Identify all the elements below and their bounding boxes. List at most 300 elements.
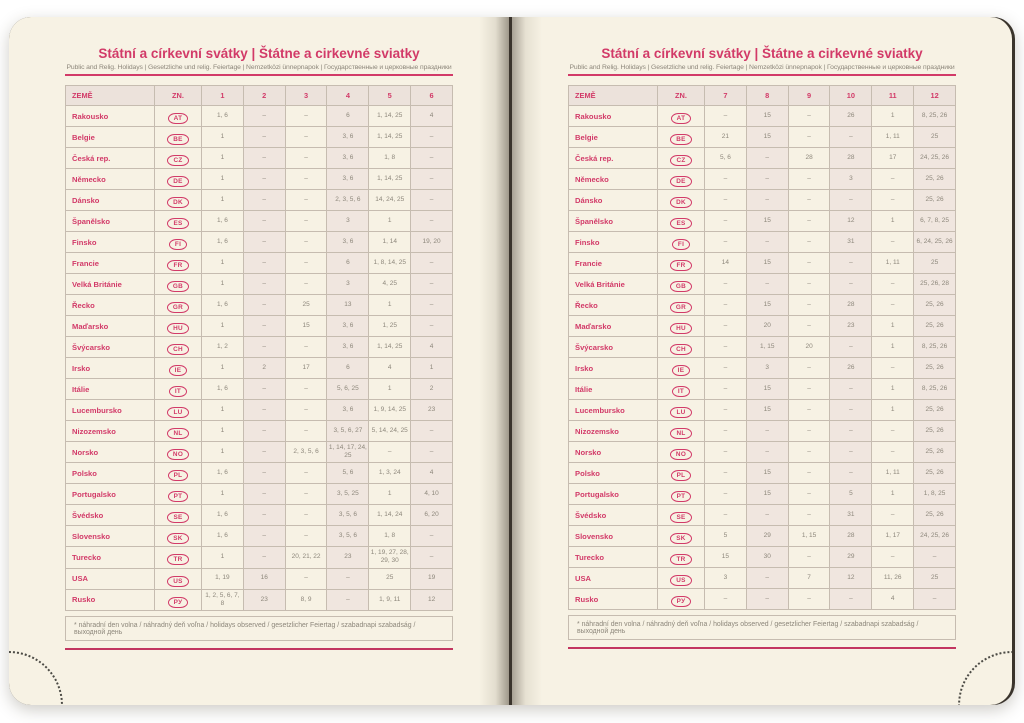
country-code-badge: DE (670, 176, 691, 187)
holiday-days-cell: – (746, 232, 788, 253)
holiday-days-cell: 1 (872, 337, 914, 358)
holiday-days-cell: 1, 14, 25 (369, 169, 411, 190)
holiday-days-cell: 3 (830, 169, 872, 190)
country-name: Švýcarsko (569, 337, 658, 358)
holiday-days-cell: 3, 5, 6 (327, 526, 369, 547)
holiday-days-cell: 4 (411, 463, 453, 484)
holiday-days-cell: 2, 3, 5, 6 (327, 190, 369, 211)
table-row (66, 106, 453, 127)
holiday-days-cell: 25, 26 (914, 295, 956, 316)
table-row (66, 295, 453, 316)
holiday-days-cell: 30 (746, 547, 788, 568)
holiday-days-cell: 1 (872, 484, 914, 505)
holiday-days-cell: – (285, 568, 327, 589)
country-code-cell (658, 505, 705, 526)
holiday-days-cell: – (243, 316, 285, 337)
holiday-days-cell: 15 (746, 127, 788, 148)
country-code-badge: BE (167, 134, 188, 145)
holiday-days-cell: 1 (411, 358, 453, 379)
country-code-cell (155, 442, 202, 463)
country-name: Belgie (569, 127, 658, 148)
holiday-days-cell: 25, 26 (914, 400, 956, 421)
bottom-rule (65, 648, 453, 650)
holiday-days-cell: 3, 5, 6, 27 (327, 421, 369, 442)
holiday-days-cell: 1, 14 (369, 232, 411, 253)
holiday-days-cell: – (788, 316, 830, 337)
country-code-badge: NL (167, 428, 188, 439)
holiday-days-cell: 25, 26 (914, 190, 956, 211)
holiday-days-cell: 1, 2, 5, 6, 7, 8 (202, 589, 244, 610)
holiday-days-cell: 15 (746, 106, 788, 127)
table-row (569, 211, 956, 232)
holiday-days-cell: 1, 9, 11 (369, 589, 411, 610)
footnote-text: * náhradní den volna / náhradný deň voľna / holidays observed / gesetzlicher Feiertag / szabadnapi szabadság / выходной день (577, 621, 919, 635)
holiday-days-cell: – (285, 379, 327, 400)
country-code-badge: LU (167, 407, 188, 418)
holiday-days-cell: – (285, 505, 327, 526)
holiday-days-cell: 28 (830, 526, 872, 547)
table-row (66, 463, 453, 484)
holiday-days-cell: – (872, 295, 914, 316)
holiday-days-cell: 3, 6 (327, 400, 369, 421)
country-code-badge: IT (169, 386, 187, 397)
holiday-days-cell: – (788, 358, 830, 379)
col-header-country: ZEMĚ (569, 86, 658, 106)
holiday-days-cell: – (243, 274, 285, 295)
holiday-days-cell: 3 (327, 274, 369, 295)
table-row (66, 484, 453, 505)
holiday-days-cell: – (872, 232, 914, 253)
holiday-days-cell: – (243, 547, 285, 568)
country-code-badge: GB (167, 281, 189, 292)
holiday-days-cell: – (411, 148, 453, 169)
holiday-days-cell: 1, 25 (369, 316, 411, 337)
holiday-days-cell: – (705, 211, 747, 232)
holiday-days-cell: – (788, 232, 830, 253)
holiday-days-cell: 1 (872, 316, 914, 337)
holiday-days-cell: 1, 8, 25 (914, 484, 956, 505)
country-name: Rusko (66, 589, 155, 610)
holiday-days-cell: – (705, 295, 747, 316)
holiday-days-cell: 1, 6 (202, 526, 244, 547)
holiday-days-cell: 1, 6 (202, 505, 244, 526)
country-name: USA (569, 568, 658, 589)
holiday-days-cell: 23 (411, 400, 453, 421)
holiday-days-cell: – (285, 232, 327, 253)
holiday-days-cell: 3, 5, 25 (327, 484, 369, 505)
table-row (569, 232, 956, 253)
country-code-badge: CZ (670, 155, 691, 166)
holiday-days-cell: – (411, 421, 453, 442)
country-code-cell (658, 106, 705, 127)
holiday-days-cell: – (746, 505, 788, 526)
page-subtitle: Public and Relig. Holidays | Gesetzliche und relig. Feiertage | Nemzetközi ünnepnapok | Государственные и церковные праздники (66, 64, 452, 71)
table-row (66, 400, 453, 421)
country-code-cell (658, 526, 705, 547)
holiday-days-cell: – (746, 190, 788, 211)
holiday-days-cell: 15 (746, 295, 788, 316)
holiday-days-cell: – (243, 421, 285, 442)
holiday-days-cell: 4 (411, 106, 453, 127)
holiday-days-cell: 1, 19 (202, 568, 244, 589)
holiday-days-cell: 25, 26 (914, 169, 956, 190)
holiday-days-cell: 6 (327, 253, 369, 274)
holiday-days-cell: 6, 7, 8, 25 (914, 211, 956, 232)
col-header-month: 6 (411, 86, 453, 106)
country-code-badge: SE (167, 512, 188, 523)
holiday-days-cell: 15 (746, 484, 788, 505)
country-code-cell (155, 295, 202, 316)
holiday-days-cell: 1 (202, 169, 244, 190)
corner-perforation-right (958, 651, 1012, 705)
country-code-badge: GR (167, 302, 189, 313)
right-page (512, 17, 1012, 705)
country-code-cell (658, 589, 705, 610)
holiday-table-months-7-12 (568, 85, 956, 610)
country-code-cell (658, 148, 705, 169)
table-row (66, 148, 453, 169)
holiday-days-cell: 20, 21, 22 (285, 547, 327, 568)
holiday-days-cell: 31 (830, 505, 872, 526)
country-code-cell (658, 253, 705, 274)
holiday-days-cell: 1 (202, 400, 244, 421)
country-code-badge: NO (670, 449, 692, 460)
holiday-days-cell: 20 (746, 316, 788, 337)
holiday-days-cell: – (705, 337, 747, 358)
country-code-badge: AT (168, 113, 189, 124)
holiday-days-cell: – (243, 106, 285, 127)
holiday-days-cell: – (285, 148, 327, 169)
country-code-cell (658, 421, 705, 442)
holiday-days-cell: – (914, 547, 956, 568)
holiday-days-cell: 28 (788, 148, 830, 169)
country-name: Polsko (569, 463, 658, 484)
holiday-days-cell: 3 (327, 211, 369, 232)
table-row (569, 421, 956, 442)
table-row (66, 274, 453, 295)
holiday-days-cell: 14, 24, 25 (369, 190, 411, 211)
holiday-days-cell: 3 (705, 568, 747, 589)
table-row (569, 547, 956, 568)
country-code-cell (155, 106, 202, 127)
table-row (66, 421, 453, 442)
country-name: Irsko (569, 358, 658, 379)
country-name: Španělsko (569, 211, 658, 232)
holiday-days-cell: 25, 26, 28 (914, 274, 956, 295)
country-name: Rusko (569, 589, 658, 610)
holiday-days-cell: 11, 26 (872, 568, 914, 589)
country-code-cell (155, 463, 202, 484)
holiday-days-cell: 1 (202, 274, 244, 295)
country-code-cell (658, 463, 705, 484)
country-code-badge: FR (167, 260, 188, 271)
holiday-days-cell: 1, 15 (788, 526, 830, 547)
holiday-days-cell: – (788, 484, 830, 505)
holiday-days-cell: 3, 6 (327, 169, 369, 190)
holiday-days-cell: 4 (411, 337, 453, 358)
holiday-days-cell: – (872, 547, 914, 568)
country-code-badge: IT (672, 386, 690, 397)
holiday-days-cell: – (243, 190, 285, 211)
country-code-cell (155, 232, 202, 253)
country-code-cell (155, 274, 202, 295)
country-code-cell (155, 484, 202, 505)
country-name: Dánsko (569, 190, 658, 211)
holiday-days-cell: – (243, 442, 285, 463)
holiday-days-cell: 1, 8, 14, 25 (369, 253, 411, 274)
holiday-days-cell: 15 (746, 463, 788, 484)
holiday-days-cell: – (327, 568, 369, 589)
holiday-days-cell: 1, 11 (872, 463, 914, 484)
country-name: Slovensko (66, 526, 155, 547)
country-name: Itálie (66, 379, 155, 400)
holiday-days-cell: 1, 11 (872, 127, 914, 148)
holiday-days-cell: – (746, 568, 788, 589)
country-name: Rakousko (66, 106, 155, 127)
country-code-cell (155, 505, 202, 526)
table-row (66, 568, 453, 589)
holiday-days-cell: – (788, 421, 830, 442)
holiday-days-cell: 1 (202, 148, 244, 169)
country-code-cell (658, 127, 705, 148)
holiday-days-cell: – (705, 316, 747, 337)
holiday-days-cell: 2, 3, 5, 6 (285, 442, 327, 463)
holiday-days-cell: – (830, 274, 872, 295)
holiday-days-cell: 7 (788, 568, 830, 589)
holiday-days-cell: – (411, 274, 453, 295)
country-code-badge: CH (167, 344, 189, 355)
holiday-days-cell: – (788, 295, 830, 316)
holiday-days-cell: 1, 8 (369, 526, 411, 547)
country-code-cell (658, 568, 705, 589)
holiday-days-cell: – (705, 442, 747, 463)
holiday-days-cell: – (243, 484, 285, 505)
table-row (569, 295, 956, 316)
country-name: Švédsko (569, 505, 658, 526)
country-code-badge: TR (670, 554, 691, 565)
country-name: Dánsko (66, 190, 155, 211)
holiday-days-cell: – (788, 169, 830, 190)
holiday-days-cell: 19, 20 (411, 232, 453, 253)
holiday-days-cell: – (872, 421, 914, 442)
country-name: Polsko (66, 463, 155, 484)
holiday-days-cell: – (788, 274, 830, 295)
country-name: Turecko (569, 547, 658, 568)
holiday-days-cell: 25, 26 (914, 505, 956, 526)
country-code-cell (658, 295, 705, 316)
holiday-days-cell: – (705, 484, 747, 505)
country-code-cell (658, 484, 705, 505)
table-row (66, 316, 453, 337)
country-name: Belgie (66, 127, 155, 148)
holiday-days-cell: – (285, 400, 327, 421)
holiday-days-cell: – (243, 211, 285, 232)
holiday-days-cell: 1, 19, 27, 28, 29, 30 (369, 547, 411, 568)
holiday-days-cell: 1 (202, 484, 244, 505)
holiday-days-cell: 23 (830, 316, 872, 337)
col-header-month: 2 (243, 86, 285, 106)
holiday-days-cell: 1 (202, 547, 244, 568)
holiday-days-cell: – (705, 379, 747, 400)
col-header-month: 5 (369, 86, 411, 106)
holiday-days-cell: 1 (369, 295, 411, 316)
holiday-days-cell: 25 (914, 127, 956, 148)
holiday-days-cell: 1, 14, 25 (369, 106, 411, 127)
table-row (66, 442, 453, 463)
holiday-days-cell: 25, 26 (914, 442, 956, 463)
holiday-days-cell: – (830, 463, 872, 484)
country-code-badge: PL (168, 470, 189, 481)
holiday-days-cell: 31 (830, 232, 872, 253)
country-name: Irsko (66, 358, 155, 379)
holiday-days-cell: 1 (202, 358, 244, 379)
holiday-days-cell: – (830, 379, 872, 400)
holiday-days-cell: 3, 6 (327, 148, 369, 169)
col-header-code: ZN. (155, 86, 202, 106)
country-name: Španělsko (66, 211, 155, 232)
country-code-badge: HU (167, 323, 189, 334)
holiday-days-cell: – (830, 190, 872, 211)
holiday-days-cell: – (914, 589, 956, 610)
country-name: Finsko (569, 232, 658, 253)
table-row (569, 589, 956, 610)
holiday-days-cell: – (705, 463, 747, 484)
table-row (569, 505, 956, 526)
country-code-badge: HU (670, 323, 692, 334)
holiday-days-cell: – (872, 190, 914, 211)
page-subtitle: Public and Relig. Holidays | Gesetzliche und relig. Feiertage | Nemzetközi ünnepnapok | Государственные и церковные праздники (569, 64, 955, 71)
page-title: Státní a církevní svátky | Štátne a cirkevné sviatky (98, 46, 420, 61)
country-code-badge: SE (670, 512, 691, 523)
country-code-cell (155, 169, 202, 190)
holiday-days-cell: – (285, 484, 327, 505)
holiday-days-cell: 25 (914, 253, 956, 274)
country-code-cell (155, 358, 202, 379)
holiday-days-cell: 1 (202, 253, 244, 274)
table-row (569, 169, 956, 190)
table-row (66, 547, 453, 568)
left-page (9, 17, 509, 705)
country-code-cell (155, 568, 202, 589)
holiday-days-cell: – (705, 505, 747, 526)
country-name: Slovensko (569, 526, 658, 547)
table-row (66, 379, 453, 400)
country-code-cell (155, 589, 202, 610)
country-code-badge: IE (672, 365, 691, 376)
country-name: Lucembursko (66, 400, 155, 421)
holiday-days-cell: 25, 26 (914, 358, 956, 379)
holiday-days-cell: – (243, 169, 285, 190)
page-title: Státní a církevní svátky | Štátne a cirkevné sviatky (601, 46, 923, 61)
title-rule (568, 74, 956, 76)
bottom-rule (568, 647, 956, 649)
holiday-days-cell: 25, 26 (914, 463, 956, 484)
holiday-days-cell: 3, 5, 6 (327, 505, 369, 526)
holiday-days-cell: – (243, 463, 285, 484)
country-code-badge: ES (167, 218, 188, 229)
country-name: Finsko (66, 232, 155, 253)
country-code-cell (155, 190, 202, 211)
country-code-cell (155, 526, 202, 547)
country-code-badge: CZ (167, 155, 188, 166)
holiday-days-cell: 15 (705, 547, 747, 568)
country-name: Lucembursko (569, 400, 658, 421)
holiday-days-cell: 1, 14, 17, 24, 25 (327, 442, 369, 463)
country-code-badge: AT (671, 113, 692, 124)
holiday-table-months-1-6 (65, 85, 453, 611)
holiday-days-cell: 4, 10 (411, 484, 453, 505)
col-header-month: 11 (872, 86, 914, 106)
holiday-days-cell: 5, 6 (327, 463, 369, 484)
country-code-badge: РУ (671, 596, 692, 607)
holiday-days-cell: 28 (830, 148, 872, 169)
country-code-badge: BE (670, 134, 691, 145)
holiday-days-cell: – (705, 274, 747, 295)
table-row (569, 568, 956, 589)
country-code-cell (155, 148, 202, 169)
holiday-days-cell: 14 (705, 253, 747, 274)
country-code-cell (155, 211, 202, 232)
holiday-days-cell: 12 (830, 211, 872, 232)
table-row (569, 127, 956, 148)
holiday-days-cell: 1, 3, 24 (369, 463, 411, 484)
holiday-days-cell: – (788, 463, 830, 484)
holiday-days-cell: 16 (243, 568, 285, 589)
holiday-days-cell: 1, 8 (369, 148, 411, 169)
holiday-days-cell: 23 (243, 589, 285, 610)
country-name: Česká rep. (569, 148, 658, 169)
holiday-days-cell: – (705, 400, 747, 421)
holiday-days-cell: – (285, 463, 327, 484)
holiday-days-cell: 3, 6 (327, 127, 369, 148)
holiday-days-cell: – (788, 400, 830, 421)
country-code-badge: DE (167, 176, 188, 187)
country-name: Rakousko (569, 106, 658, 127)
country-name: Švýcarsko (66, 337, 155, 358)
holiday-days-cell: – (285, 526, 327, 547)
holiday-days-cell: 5, 6 (705, 148, 747, 169)
holiday-days-cell: 5 (830, 484, 872, 505)
holiday-days-cell: – (285, 127, 327, 148)
holiday-days-cell: 21 (705, 127, 747, 148)
country-name: Norsko (66, 442, 155, 463)
holiday-days-cell: 8, 25, 26 (914, 379, 956, 400)
country-code-cell (658, 274, 705, 295)
holiday-days-cell: 20 (788, 337, 830, 358)
table-row (569, 379, 956, 400)
holiday-days-cell: 29 (830, 547, 872, 568)
country-code-cell (658, 379, 705, 400)
left-page-content (65, 17, 453, 650)
holiday-days-cell: 1, 11 (872, 253, 914, 274)
table-row (569, 190, 956, 211)
holiday-days-cell: 6 (327, 106, 369, 127)
country-code-badge: ES (670, 218, 691, 229)
holiday-days-cell: 8, 25, 26 (914, 106, 956, 127)
table-row (66, 211, 453, 232)
table-row (569, 274, 956, 295)
col-header-month: 4 (327, 86, 369, 106)
holiday-days-cell: 3, 6 (327, 232, 369, 253)
holiday-days-cell: 29 (746, 526, 788, 547)
holiday-days-cell: 13 (327, 295, 369, 316)
col-header-code: ZN. (658, 86, 705, 106)
holiday-days-cell: 1, 17 (872, 526, 914, 547)
holiday-days-cell: – (872, 505, 914, 526)
holiday-days-cell: 26 (830, 358, 872, 379)
table-row (569, 484, 956, 505)
table-row (569, 253, 956, 274)
